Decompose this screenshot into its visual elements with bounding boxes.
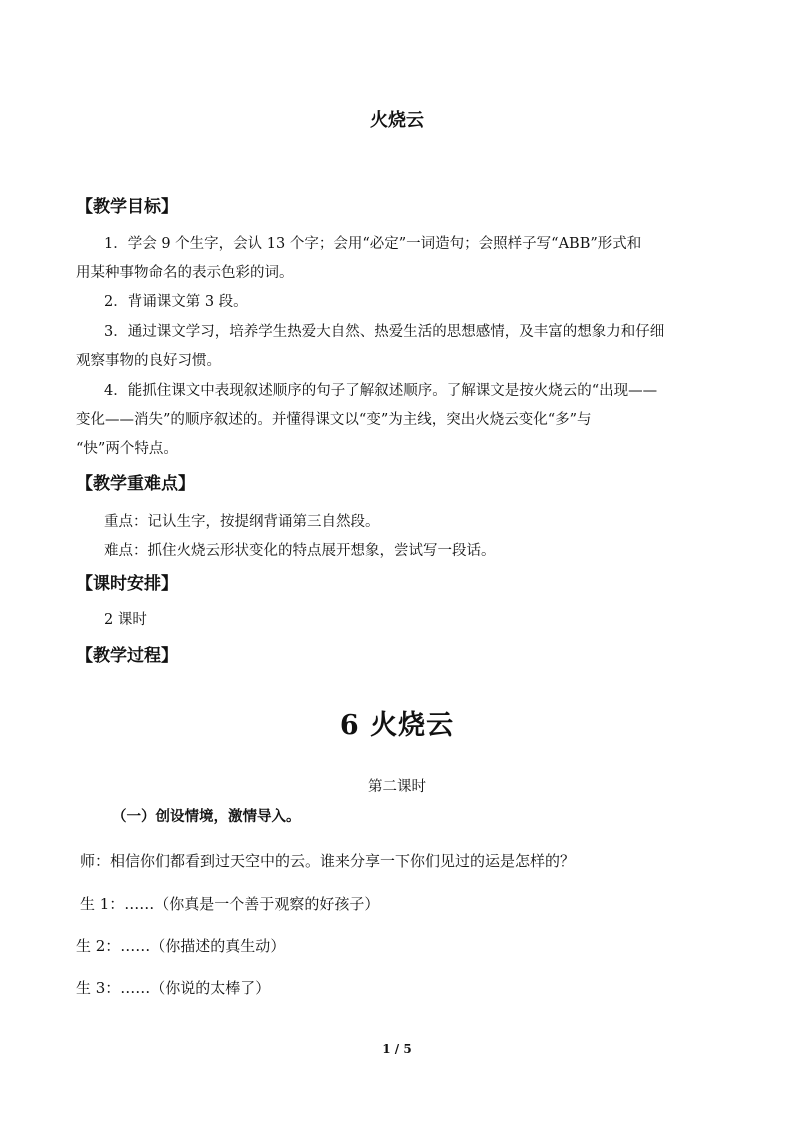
goal-item-4-line-1: 4．能抓住课文中表现叙述顺序的句子了解叙述顺序。了解课文是按火烧云的“出现—— — [104, 383, 658, 399]
goal-item-2: 2．背诵课文第 3 段。 — [104, 294, 248, 310]
student-line-1: 生 1：……（你真是一个善于观察的好孩子） — [80, 895, 380, 913]
difficulty-text: 难点：抓住火烧云形状变化的特点展开想象，尝试写一段话。 — [104, 543, 496, 559]
goal-item-1-line-2: 用某种事物命名的表示色彩的词。 — [76, 265, 294, 281]
schedule-hours: 2 课时 — [104, 612, 147, 628]
lesson-subtitle: 第二课时 — [368, 779, 426, 795]
student-line-3: 生 3：……（你说的太棒了） — [76, 979, 271, 997]
goal-item-4-line-3: “快”两个特点。 — [76, 441, 178, 457]
page-indicator: 1 / 5 — [382, 1042, 412, 1056]
goal-item-3-line-1: 3．通过课文学习，培养学生热爱大自然、热爱生活的思想感情，及丰富的想象力和仔细 — [104, 324, 665, 340]
lesson-title: 6 火烧云 — [339, 710, 455, 741]
document-title: 火烧云 — [370, 110, 424, 131]
step-heading: （一）创设情境，激情导入。 — [112, 808, 301, 825]
section-heading-process: 【教学过程】 — [76, 646, 178, 666]
goal-item-1-line-1: 1．学会 9 个生字，会认 13 个字；会用“必定”一词造句；会照样子写“ABB”形式和 — [104, 236, 642, 252]
goal-item-3-line-2: 观察事物的良好习惯。 — [76, 353, 221, 369]
goal-item-4-line-2: 变化——消失”的顺序叙述的。并懂得课文以“变”为主线，突出火烧云变化“多”与 — [76, 412, 592, 428]
key-point-text: 重点：记认生字，按提纲背诵第三自然段。 — [104, 514, 380, 530]
teacher-line: 师：相信你们都看到过天空中的云。谁来分享一下你们见过的运是怎样的？ — [80, 852, 576, 870]
student-line-2: 生 2：……（你描述的真生动） — [76, 937, 286, 955]
section-heading-goals: 【教学目标】 — [76, 197, 178, 217]
section-heading-schedule: 【课时安排】 — [76, 574, 178, 594]
section-heading-key-points: 【教学重难点】 — [76, 474, 195, 494]
